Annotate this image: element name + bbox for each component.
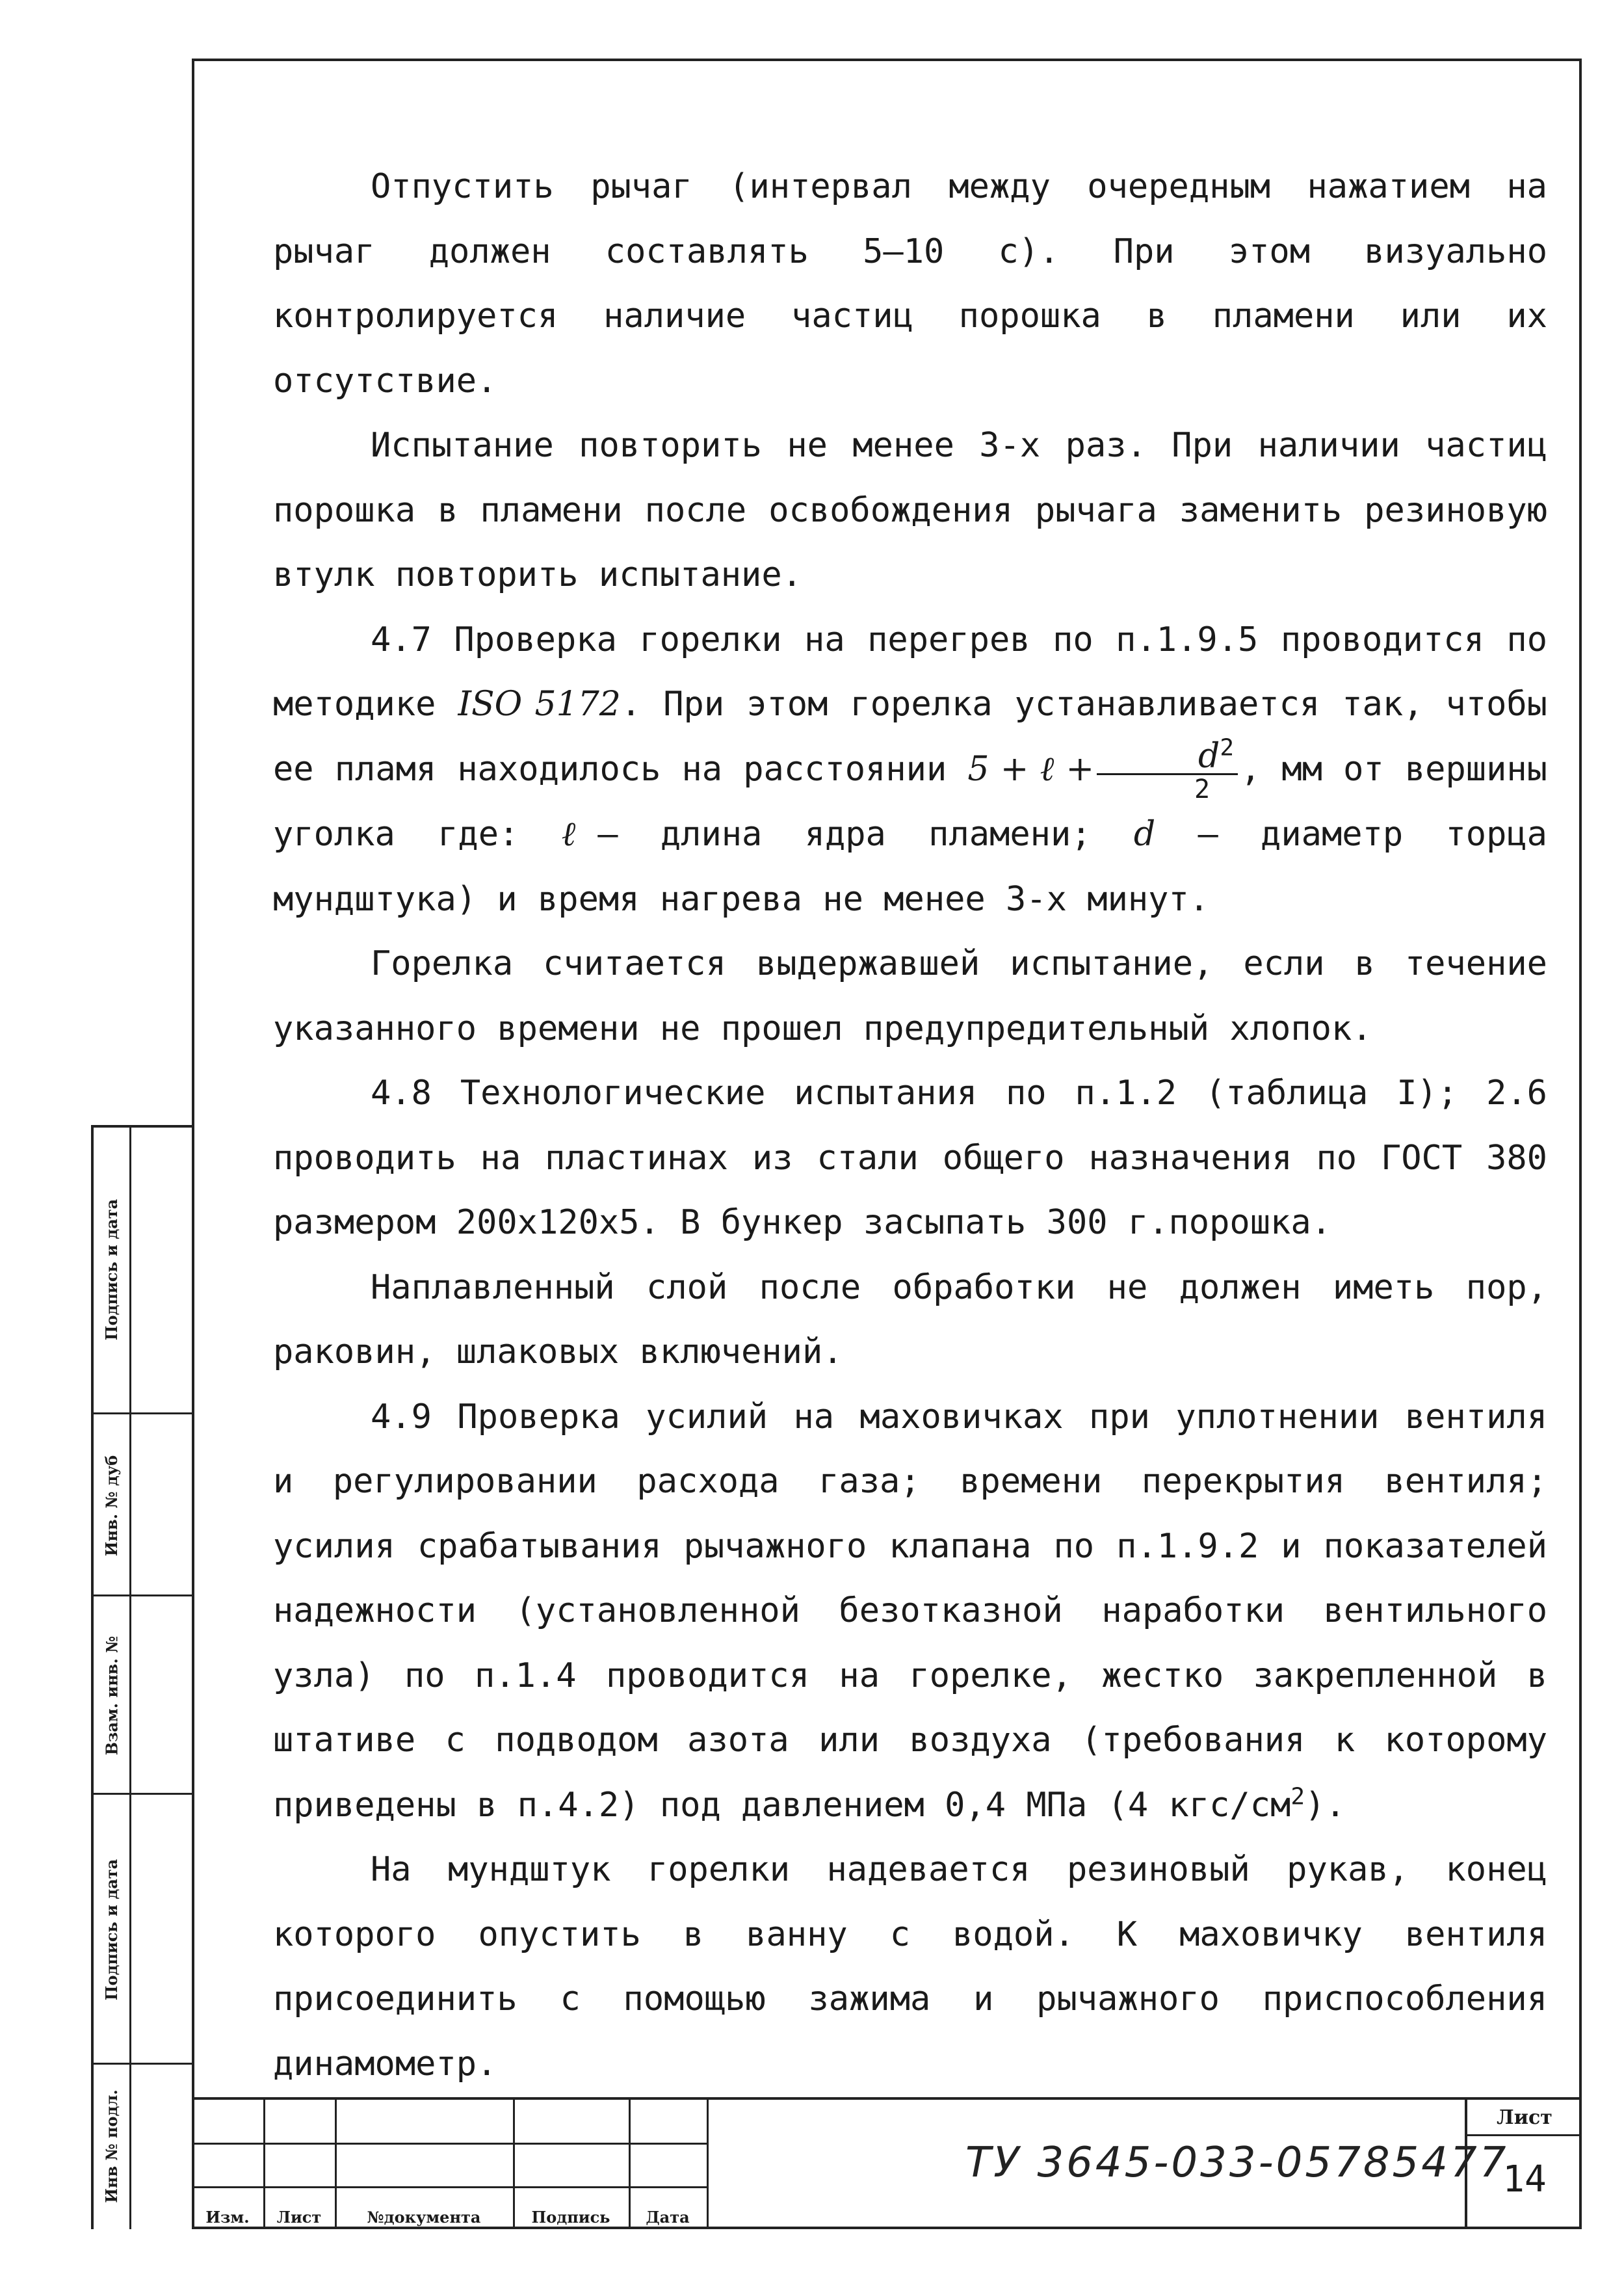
fraction-denominator: 2 (1194, 774, 1211, 804)
title-block (192, 2097, 1582, 2229)
sheet-label: Лист (1467, 2106, 1582, 2136)
fraction-numerator: d (1198, 737, 1220, 776)
force-check-exponent: 2 (1290, 1783, 1305, 1810)
paragraph-deposited-layer: Наплавленный слой после обработки не должен иметь пор, раковин, шлаковых включений. (273, 1267, 1547, 1371)
symbol-l: ℓ (561, 815, 598, 854)
overheat-text-c: . При этом горелка устанавливается так, чтобы ее пламя находилось на расстоянии (273, 685, 1547, 789)
sheet-number: 14 (1502, 2158, 1547, 2201)
overheat-text-a: 4.7 Проверка горелки на перегрев по п.1.9.5 проводится по методике (273, 620, 1547, 724)
strip-label-sign-date-1: Подпись и дата (102, 1198, 122, 1341)
paragraph-overheat-check (273, 608, 1547, 933)
sheet-box (1465, 2100, 1582, 2229)
document-number: ТУ 3645-033-05785477 (965, 2139, 1509, 2187)
distance-formula: 5 + ℓ + (967, 749, 1095, 789)
paragraph-repeat-test: Испытание повторить не менее 3-х раз. При наличии частиц порошка в пламени после освобождения рычага заменить резиновую втулк повторить испытание. (273, 426, 1547, 594)
paragraph-technological-tests: 4.8 Технологические испытания по п.1.2 (таблица I); 2.6 проводить на пластинах из стали общего назначения по ГОСТ 380 размером 200x120x5. В бункер засыпать 300 г.порошка. (273, 1074, 1547, 1242)
strip-label-sign-date-2: Подпись и дата (102, 1859, 122, 2001)
col-header-signature: Подпись (531, 2208, 610, 2227)
col-header-izm: Изм. (205, 2208, 250, 2227)
paragraph-force-check (273, 1385, 1547, 1838)
strip-label-replace-inv: Взам. инв. № (102, 1635, 121, 1756)
col-header-list: Лист (276, 2208, 322, 2227)
fraction-exponent: 2 (1220, 734, 1235, 761)
paragraph-release-lever: Отпустить рычаг (интервал между очередным нажатием на рычаг должен составлять 5–10 с). При этом визуально контролируется наличие частиц порошка в пламени или их отсутствие. (273, 167, 1547, 401)
formula-fraction (1097, 734, 1238, 804)
strip-top-border (91, 1125, 192, 1128)
paragraph-mouthpiece: На мундштук горелки надевается резиновый рукав, конец которого опустить в ванну с водой. К маховичку вентиля присоединить с помощью зажима и рычажного приспособления динамометр. (273, 1850, 1547, 2084)
symbol-d: d (1133, 815, 1156, 854)
overheat-text-f: – диаметр торца мундштука) и время нагрева не менее 3-х минут. (273, 815, 1547, 919)
force-check-close: ). (1305, 1785, 1346, 1825)
strip-label-dup-inv: Инв. № дуб (102, 1455, 121, 1556)
side-stamp-strip (91, 1125, 192, 2229)
strip-label-orig-inv: Инв № подл. (102, 2089, 121, 2203)
col-header-date: Дата (646, 2208, 690, 2227)
body-text (273, 155, 1547, 2097)
force-check-text: 4.9 Проверка усилий на маховичках при уплотнении вентиля и регулировании расхода газа; времени перекрытия вентиля; усилия срабатывания рычажного клапана по п.1.9.2 и показателей надежности (установленной безотказной наработки вентильного узла) по п.1.4 проводится на горелке, жестко закрепленной в штативе с подводом азота или воздуха (требования к которому приведены в п.4.2) под давлением 0,4 МПа (4 кгс/см (273, 1397, 1547, 1825)
paragraph-passed-test: Горелка считается выдержавшей испытание, если в течение указанного времени не прошел предупредительный хлопок. (273, 944, 1547, 1048)
revision-grid (192, 2100, 707, 2229)
grid-col (707, 2100, 709, 2229)
iso-standard: ISO 5172 (458, 685, 621, 724)
overheat-text-d: , мм от вершины уголка где: (273, 749, 1547, 854)
col-header-document: №документа (367, 2208, 481, 2227)
overheat-text-e: – длина ядра пламени; (597, 815, 1092, 854)
